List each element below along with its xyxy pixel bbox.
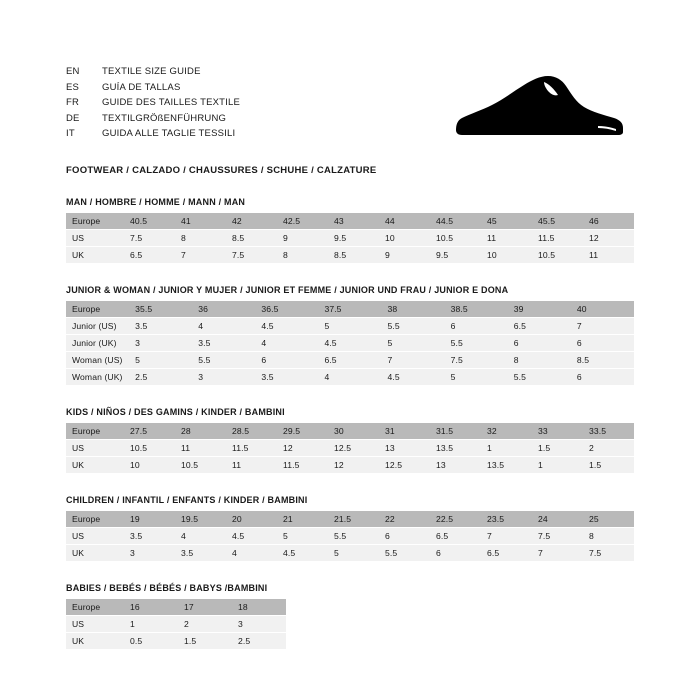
language-title-list <box>66 64 240 142</box>
table-cell: 20 <box>226 511 277 528</box>
table-cell: 6.5 <box>481 545 532 562</box>
table-cell: 5.5 <box>382 318 445 335</box>
table-cell: 4 <box>175 528 226 545</box>
table-cell: 21 <box>277 511 328 528</box>
table-cell: 6 <box>508 335 571 352</box>
row-label: Woman (UK) <box>66 369 129 386</box>
table-row <box>66 230 634 247</box>
table-cell: 11.5 <box>277 457 328 474</box>
table-cell: 8 <box>583 528 634 545</box>
table-cell: 2 <box>178 616 232 633</box>
section-junior-woman <box>66 285 634 386</box>
language-row <box>66 111 240 127</box>
table-cell: 13 <box>379 440 430 457</box>
table-cell: 5 <box>328 545 379 562</box>
table-cell: 3.5 <box>129 318 192 335</box>
table-cell: 4 <box>192 318 255 335</box>
table-row <box>66 440 634 457</box>
row-label: UK <box>66 545 124 562</box>
table-cell: 10.5 <box>124 440 175 457</box>
table-cell: 10.5 <box>430 230 481 247</box>
table-cell: 8 <box>175 230 226 247</box>
table-cell: 5.5 <box>328 528 379 545</box>
table-cell: 4 <box>226 545 277 562</box>
table-cell: 7.5 <box>226 247 277 264</box>
table-cell: 7 <box>382 352 445 369</box>
table-cell: 31 <box>379 423 430 440</box>
table-cell: 36 <box>192 301 255 318</box>
language-title: TEXTILE SIZE GUIDE <box>102 66 201 77</box>
table-cell: 13.5 <box>430 440 481 457</box>
table-cell: 32 <box>481 423 532 440</box>
table-cell: 3.5 <box>255 369 318 386</box>
table-cell: 42 <box>226 213 277 230</box>
table-row <box>66 599 286 616</box>
table-cell: 7 <box>481 528 532 545</box>
table-cell: 30 <box>328 423 379 440</box>
table-cell: 11 <box>175 440 226 457</box>
table-cell: 11.5 <box>532 230 583 247</box>
language-code: FR <box>66 97 80 108</box>
table-cell: 5.5 <box>508 369 571 386</box>
table-cell: 10.5 <box>532 247 583 264</box>
row-label: US <box>66 528 124 545</box>
table-cell: 28 <box>175 423 226 440</box>
table-cell: 35.5 <box>129 301 192 318</box>
table-cell: 22 <box>379 511 430 528</box>
table-cell: 9.5 <box>328 230 379 247</box>
table-cell: 1.5 <box>178 633 232 650</box>
table-cell: 8 <box>508 352 571 369</box>
row-label: Junior (UK) <box>66 335 129 352</box>
table-cell: 6 <box>430 545 481 562</box>
size-table-man <box>66 213 634 264</box>
table-cell: 6.5 <box>318 352 381 369</box>
table-row <box>66 616 286 633</box>
table-cell: 7 <box>532 545 583 562</box>
table-cell: 33.5 <box>583 423 634 440</box>
table-cell: 2 <box>583 440 634 457</box>
section-children <box>66 495 634 562</box>
row-label: UK <box>66 633 124 650</box>
table-cell: 7.5 <box>124 230 175 247</box>
table-cell: 19.5 <box>175 511 226 528</box>
category-title: FOOTWEAR / CALZADO / CHAUSSURES / SCHUHE / CALZATURE <box>66 165 377 176</box>
table-cell: 5 <box>277 528 328 545</box>
table-cell: 4.5 <box>318 335 381 352</box>
table-cell: 3.5 <box>124 528 175 545</box>
table-cell: 12 <box>277 440 328 457</box>
table-cell: 42.5 <box>277 213 328 230</box>
table-cell: 18 <box>232 599 286 616</box>
table-cell: 7.5 <box>445 352 508 369</box>
row-label: US <box>66 230 124 247</box>
table-cell: 21.5 <box>328 511 379 528</box>
language-title: GUIDE DES TAILLES TEXTILE <box>102 97 241 108</box>
table-cell: 11 <box>583 247 634 264</box>
table-cell: 8 <box>277 247 328 264</box>
size-table-babies <box>66 599 286 650</box>
table-cell: 2.5 <box>232 633 286 650</box>
table-cell: 2.5 <box>129 369 192 386</box>
table-cell: 6.5 <box>430 528 481 545</box>
language-title: TEXTILGRÖßENFÜHRUNG <box>102 112 227 124</box>
table-cell: 12.5 <box>379 457 430 474</box>
table-cell: 39 <box>508 301 571 318</box>
table-cell: 9.5 <box>430 247 481 264</box>
table-cell: 12.5 <box>328 440 379 457</box>
table-cell: 10 <box>481 247 532 264</box>
table-cell: 37.5 <box>318 301 381 318</box>
language-code: EN <box>66 66 80 77</box>
table-cell: 3.5 <box>175 545 226 562</box>
table-cell: 7.5 <box>532 528 583 545</box>
table-cell: 6 <box>571 335 634 352</box>
table-row <box>66 335 634 352</box>
table-cell: 23.5 <box>481 511 532 528</box>
table-cell: 11 <box>481 230 532 247</box>
row-label: Europe <box>66 301 129 318</box>
row-label: Europe <box>66 511 124 528</box>
table-cell: 5.5 <box>192 352 255 369</box>
table-row <box>66 247 634 264</box>
language-row <box>66 64 240 80</box>
table-row <box>66 545 634 562</box>
section-title: CHILDREN / INFANTIL / ENFANTS / KINDER / BAMBINI <box>66 495 308 505</box>
row-label: UK <box>66 457 124 474</box>
table-cell: 40.5 <box>124 213 175 230</box>
table-cell: 9 <box>379 247 430 264</box>
section-babies <box>66 583 634 650</box>
table-cell: 4.5 <box>226 528 277 545</box>
language-code: DE <box>66 112 80 124</box>
table-cell: 4.5 <box>277 545 328 562</box>
table-cell: 5 <box>382 335 445 352</box>
table-cell: 10 <box>124 457 175 474</box>
table-row <box>66 423 634 440</box>
table-cell: 4 <box>255 335 318 352</box>
table-cell: 41 <box>175 213 226 230</box>
table-cell: 3 <box>129 335 192 352</box>
table-cell: 3.5 <box>192 335 255 352</box>
language-row <box>66 80 240 96</box>
table-cell: 6.5 <box>508 318 571 335</box>
row-label: Europe <box>66 599 124 616</box>
table-cell: 7.5 <box>583 545 634 562</box>
row-label: US <box>66 616 124 633</box>
section-title: JUNIOR & WOMAN / JUNIOR Y MUJER / JUNIOR ET FEMME / JUNIOR UND FRAU / JUNIOR E DONA <box>66 285 509 295</box>
table-cell: 1.5 <box>583 457 634 474</box>
dress-shoe-icon <box>438 70 628 148</box>
row-label: Junior (US) <box>66 318 129 335</box>
table-cell: 6 <box>445 318 508 335</box>
table-cell: 10 <box>379 230 430 247</box>
table-cell: 13 <box>430 457 481 474</box>
table-cell: 8.5 <box>571 352 634 369</box>
row-label: UK <box>66 247 124 264</box>
document-header <box>66 64 634 148</box>
row-label: Europe <box>66 213 124 230</box>
table-cell: 19 <box>124 511 175 528</box>
table-cell: 7 <box>175 247 226 264</box>
table-cell: 12 <box>583 230 634 247</box>
table-cell: 36.5 <box>255 301 318 318</box>
table-cell: 3 <box>232 616 286 633</box>
table-row <box>66 318 634 335</box>
table-row <box>66 352 634 369</box>
section-title: BABIES / BEBÉS / BÉBÉS / BABYS /BAMBINI <box>66 583 268 593</box>
table-cell: 8.5 <box>328 247 379 264</box>
table-cell: 1 <box>124 616 178 633</box>
table-cell: 38 <box>382 301 445 318</box>
table-cell: 11.5 <box>226 440 277 457</box>
table-row <box>66 633 286 650</box>
table-cell: 6 <box>571 369 634 386</box>
table-cell: 1 <box>532 457 583 474</box>
table-cell: 1.5 <box>532 440 583 457</box>
language-row <box>66 95 240 111</box>
table-cell: 45 <box>481 213 532 230</box>
table-cell: 28.5 <box>226 423 277 440</box>
table-cell: 5 <box>129 352 192 369</box>
table-cell: 6.5 <box>124 247 175 264</box>
language-code: IT <box>66 128 75 139</box>
table-cell: 45.5 <box>532 213 583 230</box>
table-cell: 4.5 <box>255 318 318 335</box>
table-cell: 44.5 <box>430 213 481 230</box>
table-cell: 7 <box>571 318 634 335</box>
table-cell: 9 <box>277 230 328 247</box>
table-cell: 43 <box>328 213 379 230</box>
row-label: Woman (US) <box>66 352 129 369</box>
table-cell: 3 <box>124 545 175 562</box>
table-cell: 44 <box>379 213 430 230</box>
table-row <box>66 369 634 386</box>
table-cell: 33 <box>532 423 583 440</box>
language-title: GUÍA DE TALLAS <box>102 81 181 93</box>
row-label: US <box>66 440 124 457</box>
table-row <box>66 511 634 528</box>
table-cell: 10.5 <box>175 457 226 474</box>
table-cell: 5.5 <box>379 545 430 562</box>
table-cell: 13.5 <box>481 457 532 474</box>
language-row <box>66 126 240 142</box>
language-code: ES <box>66 81 80 93</box>
table-cell: 6 <box>379 528 430 545</box>
table-cell: 4 <box>318 369 381 386</box>
table-cell: 24 <box>532 511 583 528</box>
size-table-kids <box>66 423 634 474</box>
size-table-children <box>66 511 634 562</box>
table-cell: 4.5 <box>382 369 445 386</box>
table-cell: 31.5 <box>430 423 481 440</box>
section-title: KIDS / NIÑOS / DES GAMINS / KINDER / BAMBINI <box>66 407 285 417</box>
table-row <box>66 213 634 230</box>
table-cell: 0.5 <box>124 633 178 650</box>
table-cell: 8.5 <box>226 230 277 247</box>
table-row <box>66 301 634 318</box>
table-cell: 25 <box>583 511 634 528</box>
table-cell: 29.5 <box>277 423 328 440</box>
language-title: GUIDA ALLE TAGLIE TESSILI <box>102 128 236 139</box>
table-cell: 40 <box>571 301 634 318</box>
table-cell: 5 <box>318 318 381 335</box>
table-cell: 27.5 <box>124 423 175 440</box>
size-table-junior-woman <box>66 301 634 386</box>
section-kids <box>66 407 634 474</box>
table-cell: 22.5 <box>430 511 481 528</box>
table-cell: 5 <box>445 369 508 386</box>
table-cell: 1 <box>481 440 532 457</box>
section-man <box>66 197 634 264</box>
table-cell: 46 <box>583 213 634 230</box>
table-cell: 5.5 <box>445 335 508 352</box>
table-cell: 16 <box>124 599 178 616</box>
table-cell: 17 <box>178 599 232 616</box>
table-cell: 6 <box>255 352 318 369</box>
table-row <box>66 528 634 545</box>
table-cell: 38.5 <box>445 301 508 318</box>
table-row <box>66 457 634 474</box>
section-title: MAN / HOMBRE / HOMME / MANN / MAN <box>66 197 246 207</box>
table-cell: 11 <box>226 457 277 474</box>
table-cell: 12 <box>328 457 379 474</box>
row-label: Europe <box>66 423 124 440</box>
table-cell: 3 <box>192 369 255 386</box>
